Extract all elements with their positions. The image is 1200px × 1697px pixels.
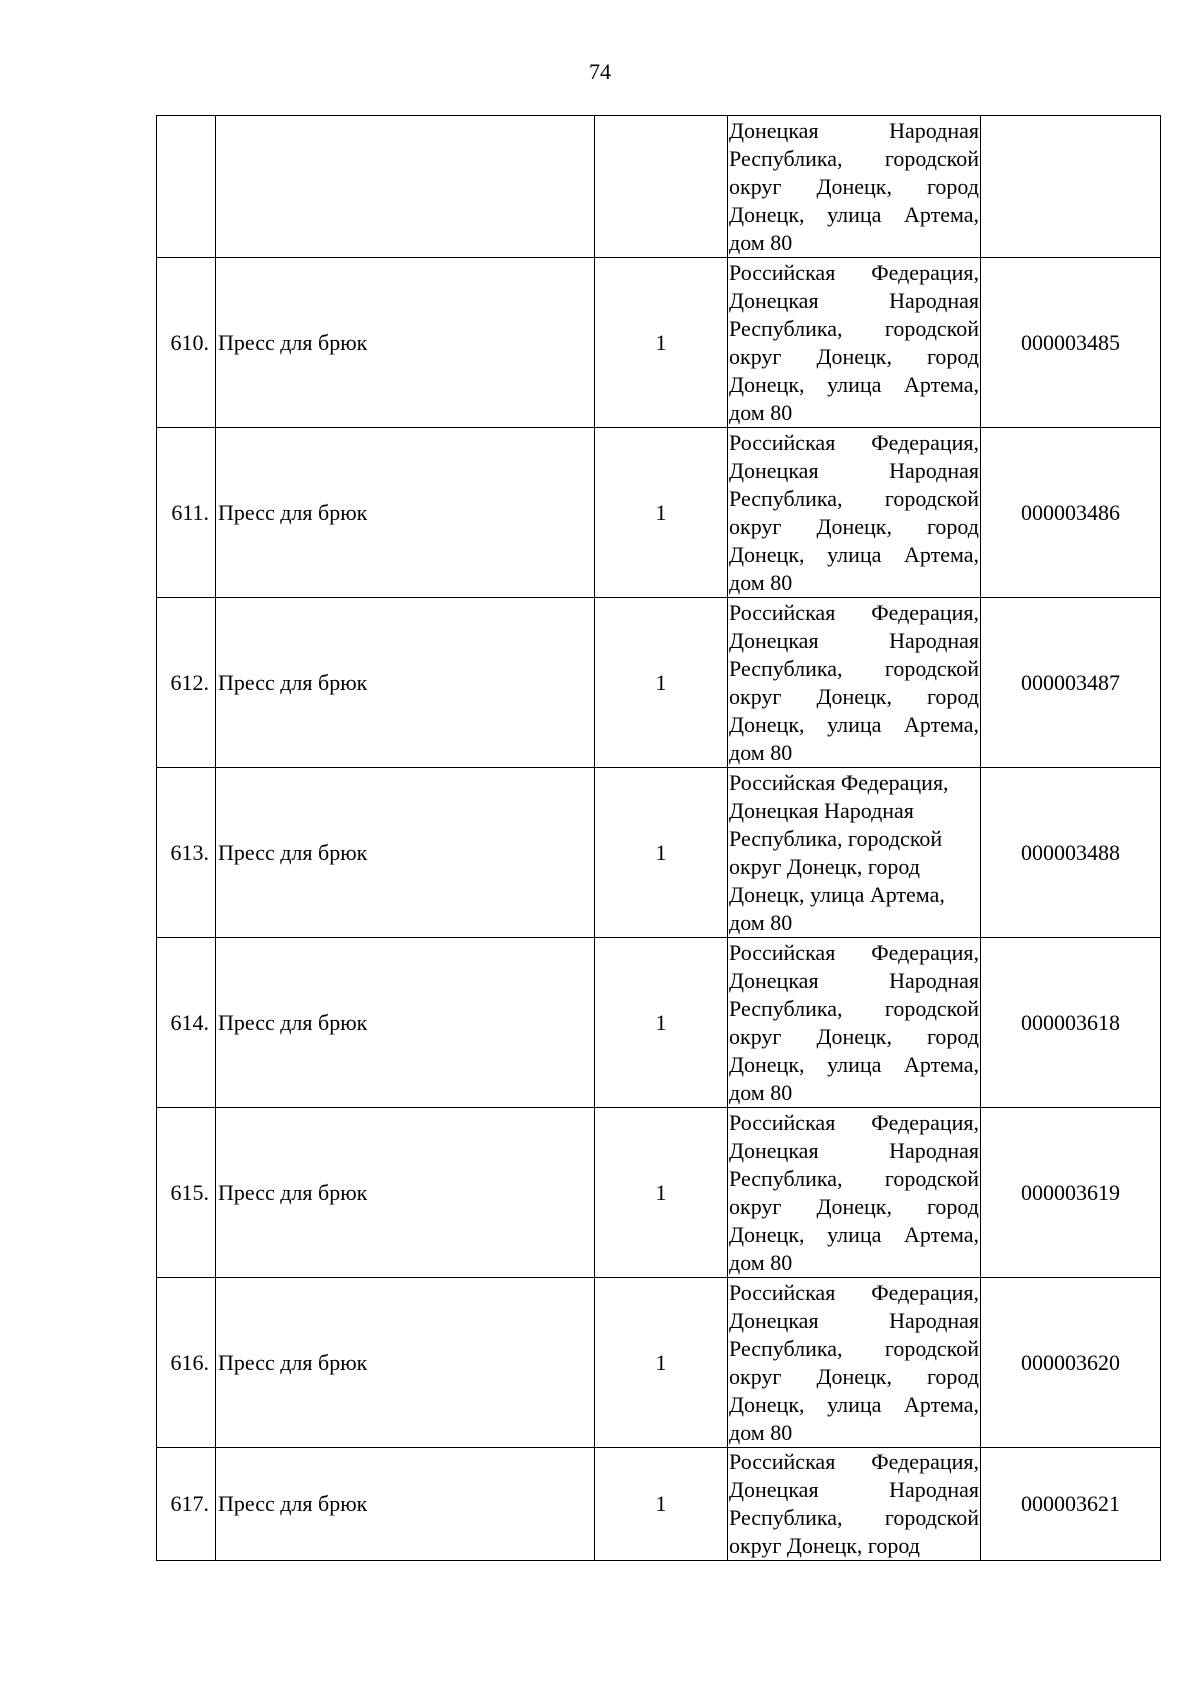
row-number-cell: 614. — [157, 938, 216, 1108]
row-number-cell: 612. — [157, 598, 216, 768]
address-cell: Российская Федерация, Донецкая Народная Республика, городской округ Донецк, город Донецк, улица Артема, дом 80 — [728, 1278, 981, 1448]
quantity-cell: 1 — [595, 428, 728, 598]
inventory-number-cell: 000003487 — [981, 598, 1161, 768]
inventory-number-cell — [981, 116, 1161, 258]
inventory-number-cell: 000003620 — [981, 1278, 1161, 1448]
row-number-cell: 613. — [157, 768, 216, 938]
address-cell: Российская Федерация, Донецкая Народная Республика, городской округ Донецк, город Донецк, улица Артема, дом 80 — [728, 428, 981, 598]
row-number-cell: 615. — [157, 1108, 216, 1278]
table-row — [157, 1448, 1161, 1561]
quantity-cell: 1 — [595, 1108, 728, 1278]
inventory-table — [156, 115, 1161, 1561]
address-cell — [728, 1448, 981, 1561]
inventory-number-cell: 000003621 — [981, 1448, 1161, 1561]
table-row — [157, 258, 1161, 428]
quantity-cell — [595, 116, 728, 258]
quantity-cell: 1 — [595, 1278, 728, 1448]
quantity-cell: 1 — [595, 768, 728, 938]
row-number-cell: 611. — [157, 428, 216, 598]
table-row — [157, 1278, 1161, 1448]
item-name-cell: Пресс для брюк — [216, 428, 595, 598]
table-row — [157, 598, 1161, 768]
item-name-cell: Пресс для брюк — [216, 768, 595, 938]
inventory-number-cell: 000003619 — [981, 1108, 1161, 1278]
row-number-cell — [157, 116, 216, 258]
address-cell: Российская Федерация, Донецкая Народная Республика, городской округ Донецк, город Донецк, улица Артема, дом 80 — [728, 258, 981, 428]
item-name-cell: Пресс для брюк — [216, 1108, 595, 1278]
quantity-cell: 1 — [595, 1448, 728, 1561]
address-cell: Российская Федерация, Донецкая Народная Республика, городской округ Донецк, город Донецк, улица Артема, дом 80 — [728, 598, 981, 768]
table-row — [157, 1108, 1161, 1278]
item-name-cell: Пресс для брюк — [216, 598, 595, 768]
inventory-number-cell: 000003618 — [981, 938, 1161, 1108]
inventory-number-cell: 000003486 — [981, 428, 1161, 598]
page-number: 74 — [589, 59, 611, 84]
table-row — [157, 938, 1161, 1108]
address-cell: Донецкая Народная Республика, городской округ Донецк, город Донецк, улица Артема, дом 80 — [728, 116, 981, 258]
item-name-cell — [216, 116, 595, 258]
address-cell: Российская Федерация, Донецкая Народная Республика, городской округ Донецк, город Донецк, улица Артема, дом 80 — [728, 938, 981, 1108]
address-cell: Российская Федерация, Донецкая Народная Республика, городской округ Донецк, город Донецк, улица Артема, дом 80 — [728, 1108, 981, 1278]
item-name-cell: Пресс для брюк — [216, 1448, 595, 1561]
inventory-number-cell: 000003485 — [981, 258, 1161, 428]
address-cell: Российская Федерация, Донецкая Народная Республика, городской округ Донецк, город Донецк, улица Артема, дом 80 — [728, 768, 981, 938]
quantity-cell: 1 — [595, 598, 728, 768]
row-number-cell: 610. — [157, 258, 216, 428]
row-number-cell: 616. — [157, 1278, 216, 1448]
item-name-cell: Пресс для брюк — [216, 258, 595, 428]
address-text: Российская Федерация, Донецкая Народная Республика, городской округ Донецк, город — [729, 1449, 979, 1558]
table-row — [157, 768, 1161, 938]
table-row-continuation — [157, 116, 1161, 258]
row-number-cell: 617. — [157, 1448, 216, 1561]
table-row — [157, 428, 1161, 598]
quantity-cell: 1 — [595, 258, 728, 428]
inventory-number-cell: 000003488 — [981, 768, 1161, 938]
item-name-cell: Пресс для брюк — [216, 938, 595, 1108]
quantity-cell: 1 — [595, 938, 728, 1108]
item-name-cell: Пресс для брюк — [216, 1278, 595, 1448]
